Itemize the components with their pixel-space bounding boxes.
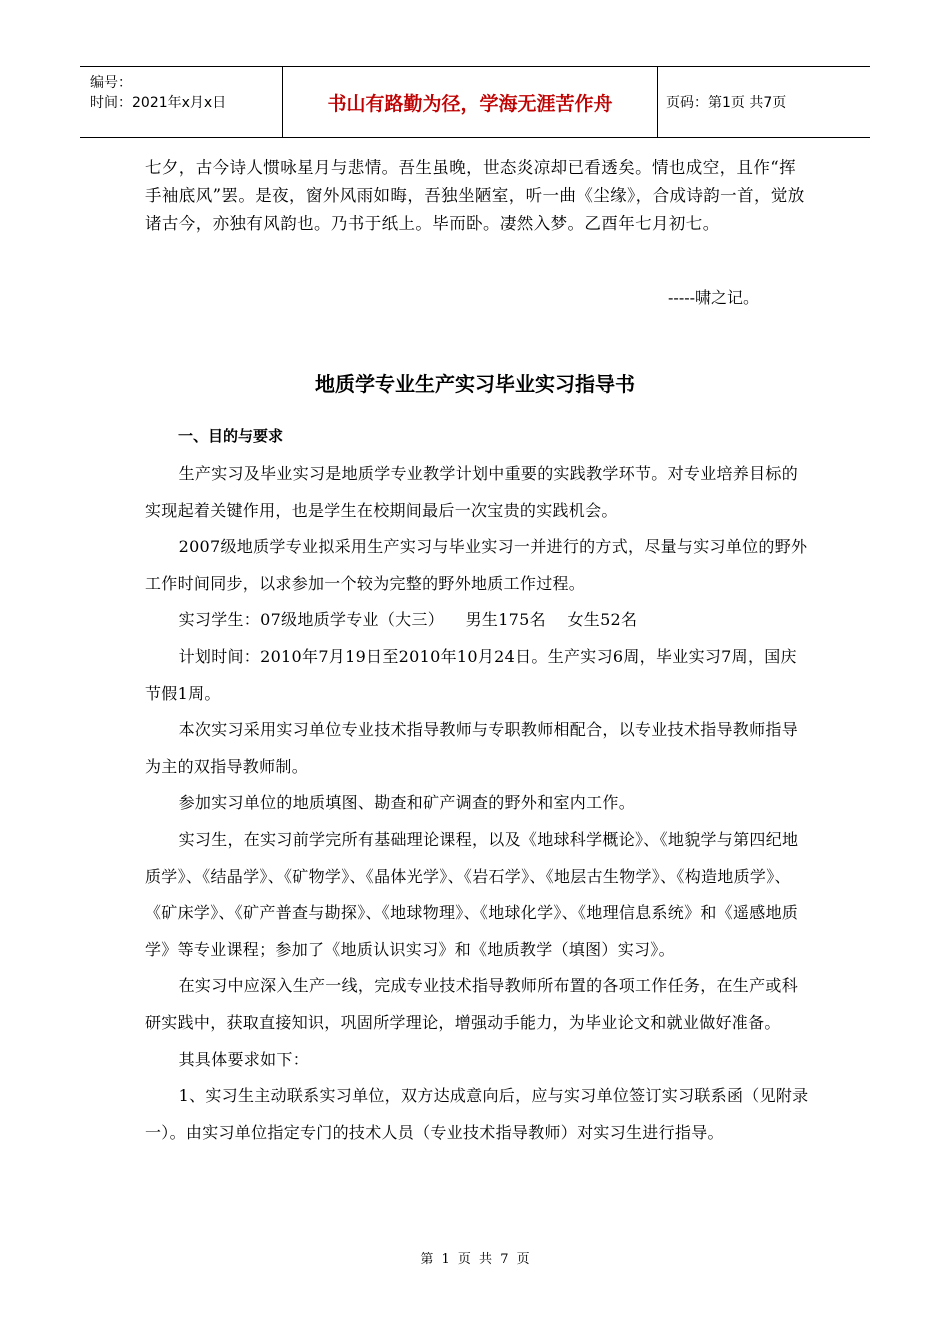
document-title: 地质学专业生产实习毕业实习指导书 <box>315 372 635 396</box>
paragraph: 计划时间：2010年7月19日至2010年10月24日。生产实习6周，毕业实习7周，国庆节假1周。 <box>145 646 797 703</box>
paragraph: 实习学生：07级地质学专业（大三） 男生175名 女生52名 <box>178 610 638 630</box>
paragraph: 其具体要求如下： <box>178 1049 309 1069</box>
preface-text: 七夕，古今诗人惯咏星月与悲情。吾生虽晚，世态炎凉却已看透矣。情也成空，且作“挥手袖底风”罢。是夜，窗外风雨如晦，吾独坐陋室，听一曲《尘缘》，合成诗韵一首，觉放诸古今，亦独有风韵也。乃书于纸上。毕而卧。凄然入梦。乙酉年七月初七。 <box>145 158 805 233</box>
paragraph: 本次实习采用实习单位专业技术指导教师与专职教师相配合，以专业技术指导教师指导为主的双指导教师制。 <box>145 720 798 776</box>
number-label: 编号： <box>90 75 132 91</box>
section-heading-1: 一、目的与要求 <box>178 427 284 445</box>
paragraph: 2007级地质学专业拟采用生产实习与毕业实习一并进行的方式，尽量与实习单位的野外工作时间同步，以求参加一个较为完整的野外地质工作过程。 <box>145 537 808 593</box>
paragraph: 参加实习单位的地质填图、勘查和矿产调查的野外和室内工作。 <box>178 793 635 813</box>
paragraph: 在实习中应深入生产一线，完成专业技术指导教师所布置的各项工作任务，在生产或科研实践中，获取直接知识，巩固所学理论，增强动手能力，为毕业论文和就业做好准备。 <box>145 976 798 1032</box>
footer-page-number: 第 1 页 共 7 页 <box>420 1252 530 1267</box>
header-table <box>80 66 870 138</box>
header-motto: 书山有路勤为径，学海无涯苦作舟 <box>282 67 658 137</box>
paragraph: 实习生，在实习前学完所有基础理论课程，以及《地球科学概论》、《地貌学与第四纪地质学》、《结晶学》、《矿物学》、《晶体光学》、《岩石学》、《地层古生物学》、《构造地质学》、《矿床学》、《矿产普查与勘探》、《地球物理》、《地球化学》、《地理信息系统》和《遥感地质学》等专业课程；参加了《地质认识实习》和《地质教学（填图）实习》。 <box>145 829 799 959</box>
time-label: 时间：2021年x月x日 <box>90 95 227 111</box>
preface-signature: -----啸之记。 <box>668 288 760 307</box>
paragraph: 生产实习及毕业实习是地质学专业教学计划中重要的实践教学环节。对专业培养目标的实现起着关键作用，也是学生在校期间最后一次宝贵的实践机会。 <box>145 464 798 520</box>
document-body <box>145 456 810 1151</box>
header-meta <box>80 67 282 137</box>
header-page-label: 页码：第1页 共7页 <box>666 95 787 111</box>
paragraph: 1、实习生主动联系实习单位，双方达成意向后，应与实习单位签订实习联系函（见附录一）。由实习单位指定专门的技术人员（专业技术指导教师）对实习生进行指导。 <box>145 1086 809 1142</box>
